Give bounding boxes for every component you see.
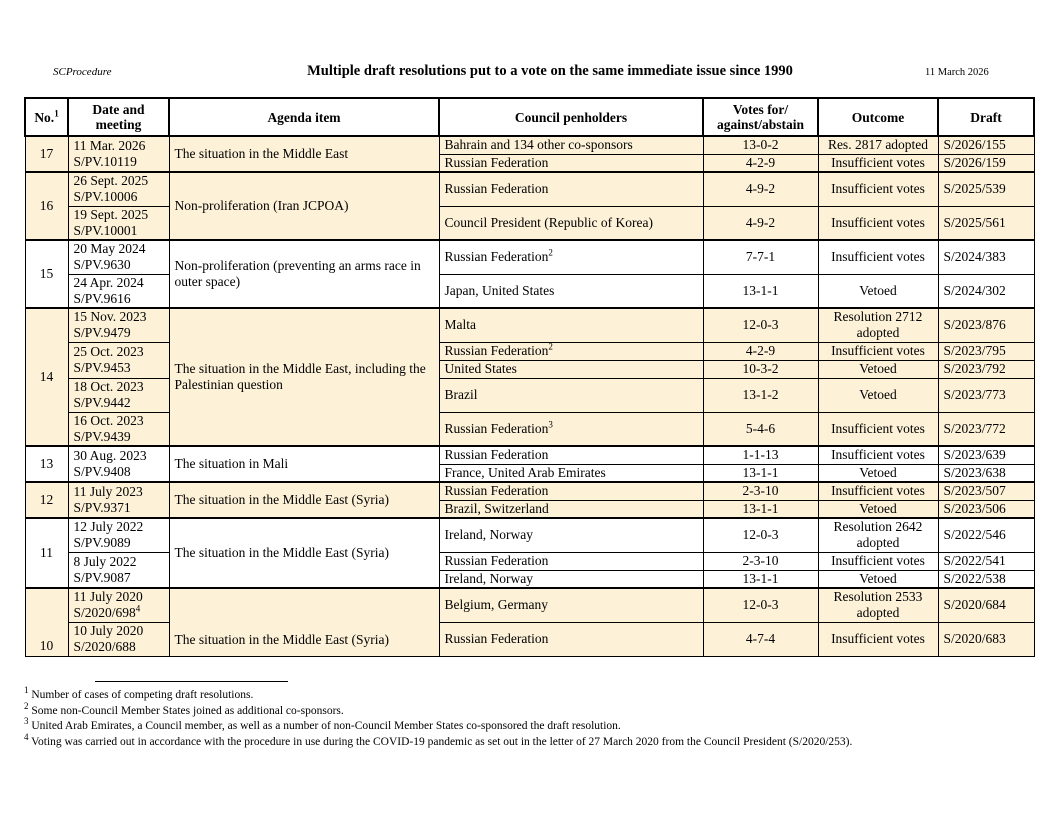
penholders: Malta <box>439 308 703 342</box>
document-code: SCProcedure <box>53 66 112 78</box>
votes: 12-0-3 <box>703 518 818 552</box>
draft-symbol: S/2020/684 <box>938 588 1034 622</box>
footnote: $^2$ Some non-Council Member States joined as additional co-sponsors. <box>24 700 344 717</box>
case-group <box>25 172 1034 240</box>
footnote-marker: 4 <box>135 603 141 614</box>
header-outcome: Outcome <box>818 98 938 136</box>
case-group <box>25 482 1034 518</box>
vote-date: 18 Oct. 2023 <box>73 379 144 394</box>
outcome: Insufficient votes <box>818 172 938 206</box>
votes: 7-7-1 <box>703 240 818 274</box>
penholders: Bahrain and 134 other co-sponsors <box>439 136 703 154</box>
date-meeting-cell <box>68 378 169 412</box>
table-row <box>25 240 1034 274</box>
case-group <box>25 518 1034 588</box>
case-number: 12 <box>25 482 68 518</box>
agenda-item: The situation in the Middle East (Syria) <box>169 518 439 588</box>
case-group <box>25 136 1034 172</box>
draft-symbol: S/2023/639 <box>938 446 1034 464</box>
date-meeting-cell <box>68 518 169 552</box>
date-meeting-cell <box>68 274 169 308</box>
penholders: Belgium, Germany <box>439 588 703 622</box>
outcome: Insufficient votes <box>818 552 938 570</box>
outcome: Resolution 2533 adopted <box>818 588 938 622</box>
votes: 2-3-10 <box>703 552 818 570</box>
draft-symbol: S/2024/302 <box>938 274 1034 308</box>
outcome: Insufficient votes <box>818 622 938 656</box>
table-row <box>25 136 1034 154</box>
penholders: Russian Federation$^3$ <box>439 412 703 446</box>
table-row <box>25 482 1034 500</box>
vote-date: 20 May 2024 <box>73 241 146 257</box>
votes: 4-7-4 <box>703 622 818 656</box>
outcome: Insufficient votes <box>818 240 938 274</box>
votes: 10-3-2 <box>703 360 818 378</box>
footnote-marker: 4 <box>24 731 29 742</box>
vote-date: 12 July 2022 <box>73 519 144 535</box>
date-meeting-cell <box>68 240 169 274</box>
vote-date: 24 Apr. 2024 <box>73 274 144 290</box>
votes: 4-2-9 <box>703 154 818 172</box>
footnote-marker: 2 <box>548 247 553 258</box>
votes: 13-1-2 <box>703 378 818 412</box>
outcome: Vetoed <box>818 378 938 412</box>
penholders: Russian Federation <box>439 172 703 206</box>
footnote-divider <box>95 681 288 682</box>
outcome: Insufficient votes <box>818 154 938 172</box>
votes: 1-1-13 <box>703 446 818 464</box>
penholders: Ireland, Norway <box>439 518 703 552</box>
penholders: Ireland, Norway <box>439 570 703 588</box>
case-number: 11 <box>25 518 68 588</box>
meeting-record: S/PV.9453 <box>73 360 131 375</box>
draft-symbol: S/2023/507 <box>938 482 1034 500</box>
draft-symbol: S/2023/773 <box>938 378 1034 412</box>
draft-symbol: S/2020/683 <box>938 622 1034 656</box>
date-meeting-cell <box>68 588 169 622</box>
outcome: Insufficient votes <box>818 446 938 464</box>
draft-symbol: S/2025/561 <box>938 206 1034 240</box>
case-group <box>25 588 1034 656</box>
table-row <box>25 518 1034 552</box>
draft-symbol: S/2023/638 <box>938 464 1034 482</box>
penholders: Council President (Republic of Korea) <box>439 206 703 240</box>
footnote-marker: 3 <box>548 419 553 430</box>
penholders: Russian Federation <box>439 154 703 172</box>
meeting-record: S/PV.9630 <box>73 257 131 273</box>
table-row <box>25 588 1034 622</box>
case-group <box>25 240 1034 308</box>
footnote-marker: 2 <box>548 342 553 352</box>
outcome: Insufficient votes <box>818 342 938 360</box>
case-number: 10 <box>25 588 68 656</box>
date-meeting-cell <box>68 342 169 378</box>
meeting-record: $S/2020/698^4$ <box>73 603 141 621</box>
penholders: Russian Federation <box>439 446 703 464</box>
outcome: Insufficient votes <box>818 412 938 446</box>
date-meeting-cell <box>68 172 169 206</box>
draft-symbol: S/2022/541 <box>938 552 1034 570</box>
votes: 4-2-9 <box>703 342 818 360</box>
votes: 2-3-10 <box>703 482 818 500</box>
case-number: 13 <box>25 446 68 482</box>
table-row <box>25 172 1034 206</box>
penholders: Russian Federation <box>439 482 703 500</box>
date-meeting-cell <box>68 308 169 342</box>
meeting-record: S/PV.9616 <box>73 290 131 306</box>
footnote: $^1$ Number of cases of competing draft resolutions. <box>24 685 254 701</box>
table-row <box>25 446 1034 464</box>
draft-symbol: S/2023/506 <box>938 500 1034 518</box>
footnote: $^3$ United Arab Emirates, a Council member, as well as a number of non-Council Member States co-sponsored the draft resolution. <box>24 716 621 732</box>
document-date: 11 March 2026 <box>925 67 989 78</box>
outcome: Vetoed <box>818 500 938 518</box>
header-votes: Votes for/ against/abstain <box>703 98 818 136</box>
draft-symbol: S/2025/539 <box>938 172 1034 206</box>
meeting-record: S/PV.9442 <box>73 395 131 410</box>
draft-symbol: S/2022/546 <box>938 518 1034 552</box>
case-group <box>25 308 1034 446</box>
date-meeting-cell <box>68 622 169 656</box>
outcome: Vetoed <box>818 570 938 588</box>
header-draft: Draft <box>938 98 1034 136</box>
draft-symbol: S/2026/155 <box>938 136 1034 154</box>
votes: 4-9-2 <box>703 172 818 206</box>
meeting-record: S/PV.10119 <box>73 154 137 169</box>
outcome: Res. 2817 adopted <box>818 136 938 154</box>
date-meeting-cell <box>68 446 169 482</box>
date-meeting-cell <box>68 412 169 446</box>
vote-date: 15 Nov. 2023 <box>73 309 147 325</box>
penholders: France, United Arab Emirates <box>439 464 703 482</box>
vote-date: 11 Mar. 2026 <box>73 138 146 153</box>
vote-date: 25 Oct. 2023 <box>73 344 144 359</box>
outcome: Insufficient votes <box>818 482 938 500</box>
outcome: Vetoed <box>818 360 938 378</box>
document-title: Multiple draft resolutions put to a vote on the same immediate issue since 1990 <box>307 63 793 79</box>
penholders: Russian Federation <box>439 552 703 570</box>
penholders: Japan, United States <box>439 274 703 308</box>
meeting-record: S/2020/688 <box>73 639 136 654</box>
meeting-record: S/PV.9371 <box>73 500 131 515</box>
agenda-item: The situation in Mali <box>169 446 439 482</box>
meeting-record: S/PV.9479 <box>73 325 131 341</box>
case-group <box>25 446 1034 482</box>
penholders: Russian Federation$^2$ <box>439 342 703 360</box>
case-number: 17 <box>25 136 68 172</box>
vote-date: 11 July 2023 <box>73 484 143 499</box>
votes: 13-1-1 <box>703 570 818 588</box>
case-number: 16 <box>25 172 68 240</box>
draft-resolutions-table <box>24 97 1035 657</box>
date-meeting-cell <box>68 552 169 588</box>
case-number: 15 <box>25 240 68 308</box>
outcome: Vetoed <box>818 464 938 482</box>
meeting-record: S/PV.9087 <box>73 569 131 585</box>
case-number: 14 <box>25 308 68 446</box>
table-row <box>25 308 1034 342</box>
meeting-record: S/PV.9089 <box>73 535 131 551</box>
draft-symbol: S/2024/383 <box>938 240 1034 274</box>
agenda-item: The situation in the Middle East, including the Palestinian question <box>169 308 439 446</box>
header-date-meeting: Date and meeting <box>68 98 169 136</box>
vote-date: 26 Sept. 2025 <box>73 173 149 189</box>
footnote-marker: 2 <box>24 700 29 711</box>
penholders: Brazil, Switzerland <box>439 500 703 518</box>
footnote-marker: 1 <box>54 108 59 118</box>
agenda-item: The situation in the Middle East (Syria) <box>169 482 439 518</box>
date-meeting-cell <box>68 206 169 240</box>
header-agenda-item: Agenda item <box>169 98 439 136</box>
draft-symbol: S/2023/792 <box>938 360 1034 378</box>
votes: 12-0-3 <box>703 588 818 622</box>
agenda-item: Non-proliferation (preventing an arms race in outer space) <box>169 240 439 308</box>
votes: 5-4-6 <box>703 412 818 446</box>
votes: 13-1-1 <box>703 500 818 518</box>
vote-date: 16 Oct. 2023 <box>73 412 144 428</box>
penholders: Russian Federation <box>439 622 703 656</box>
votes: 13-0-2 <box>703 136 818 154</box>
draft-symbol: S/2026/159 <box>938 154 1034 172</box>
header-penholders: Council penholders <box>439 98 703 136</box>
votes: 4-9-2 <box>703 206 818 240</box>
footnote-marker: 3 <box>24 716 29 727</box>
footnote: $^4$ Voting was carried out in accordance with the procedure in use during the COVID-19 pandemic as set out in the letter of 27 March 2020 from the Council President (S/2020/253). <box>24 731 853 748</box>
table-header-row <box>25 98 1034 136</box>
date-meeting-cell <box>68 482 169 518</box>
vote-date: 8 July 2022 <box>73 553 137 569</box>
vote-date: 30 Aug. 2023 <box>73 448 147 463</box>
footnote-marker: 1 <box>24 685 29 696</box>
votes: 13-1-1 <box>703 464 818 482</box>
penholders: United States <box>439 360 703 378</box>
agenda-item: The situation in the Middle East (Syria) <box>169 588 439 656</box>
outcome: Insufficient votes <box>818 206 938 240</box>
date-meeting-cell <box>68 136 169 172</box>
meeting-record: S/PV.10001 <box>73 222 138 238</box>
meeting-record: S/PV.9408 <box>73 464 131 479</box>
agenda-item: The situation in the Middle East <box>169 136 439 172</box>
vote-date: 11 July 2020 <box>73 589 143 605</box>
meeting-record: S/PV.10006 <box>73 189 138 205</box>
vote-date: 10 July 2020 <box>73 623 144 638</box>
outcome: Resolution 2642 adopted <box>818 518 938 552</box>
draft-symbol: S/2022/538 <box>938 570 1034 588</box>
vote-date: 19 Sept. 2025 <box>73 206 149 222</box>
outcome: Vetoed <box>818 274 938 308</box>
votes: 13-1-1 <box>703 274 818 308</box>
draft-symbol: S/2023/795 <box>938 342 1034 360</box>
penholders: Brazil <box>439 378 703 412</box>
votes: 12-0-3 <box>703 308 818 342</box>
header-no: No.$^1$ <box>25 98 68 136</box>
agenda-item: Non-proliferation (Iran JCPOA) <box>169 172 439 240</box>
meeting-record: S/PV.9439 <box>73 428 131 444</box>
penholders: Russian Federation$^2$ <box>439 240 703 274</box>
draft-symbol: S/2023/772 <box>938 412 1034 446</box>
outcome: Resolution 2712 adopted <box>818 308 938 342</box>
draft-symbol: S/2023/876 <box>938 308 1034 342</box>
footnotes <box>24 685 853 750</box>
